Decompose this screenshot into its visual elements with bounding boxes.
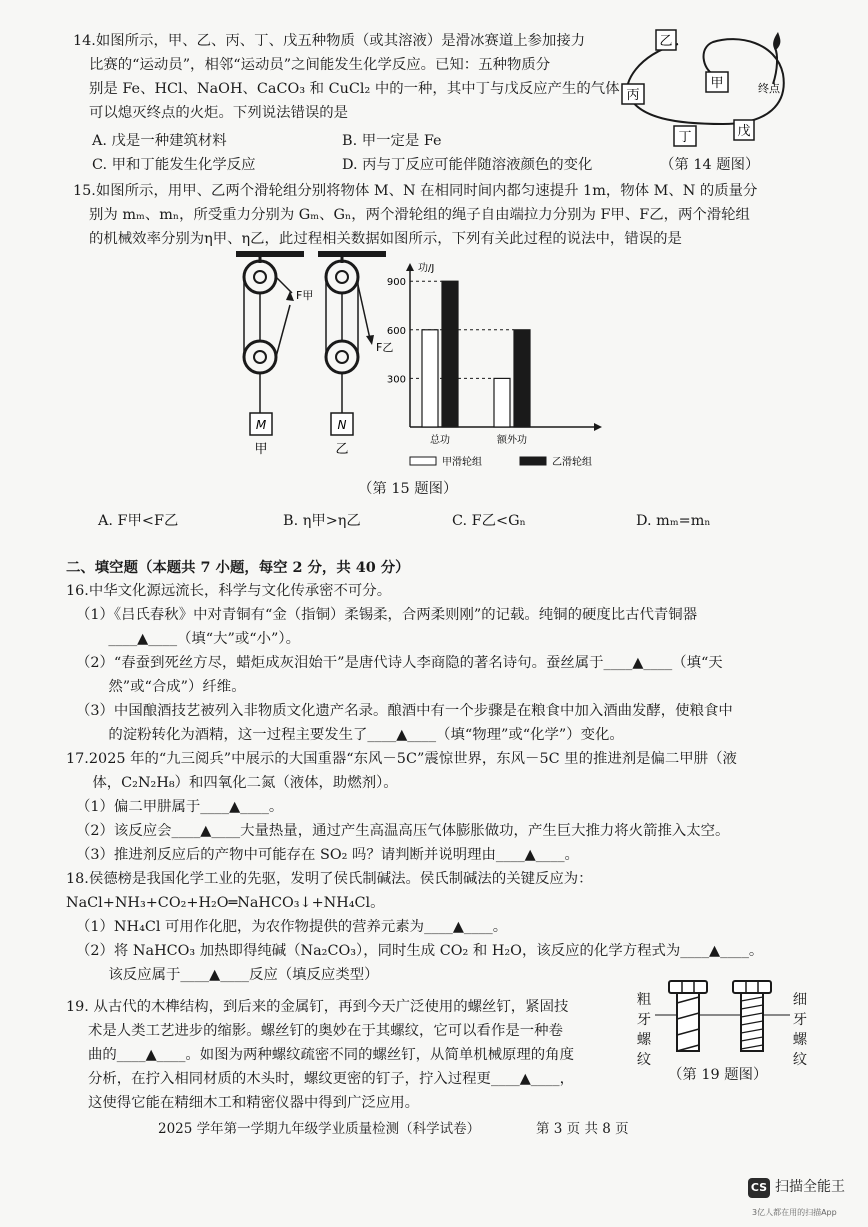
object-n-label: N bbox=[337, 418, 347, 432]
coarse-thread-label: 粗 牙 螺 纹 bbox=[636, 992, 652, 1068]
q15-pulley-figure bbox=[230, 245, 400, 460]
q14-label-wu: 戊 bbox=[737, 124, 751, 139]
q17-line: 体，C₂N₂H₈）和四氧化二氮（液体，助燃剂）。 bbox=[78, 775, 398, 791]
legend-label: 乙滑轮组 bbox=[552, 457, 592, 468]
y-tick-label: 900 bbox=[386, 277, 406, 289]
q17-line: （1）偏二甲肼属于____▲____。 bbox=[76, 799, 284, 815]
y-axis-arrow-icon bbox=[406, 263, 414, 271]
pulley-yi-label: 乙 bbox=[335, 442, 349, 457]
q18-line: 18.侯德榜是我国化学工业的先驱，发明了侯氏制碱法。侯氏制碱法的关键反应为： bbox=[66, 871, 593, 887]
legend-swatch bbox=[520, 457, 546, 465]
logo-subtitle: 3亿人都在用的扫描App bbox=[752, 1208, 837, 1217]
q14-option-b: B. 甲一定是 Fe bbox=[342, 133, 442, 149]
scanner-logo bbox=[748, 1176, 845, 1199]
bar bbox=[514, 330, 530, 427]
q18-line: （1）NH₄Cl 可用作化肥，为农作物提供的营养元素为____▲____。 bbox=[76, 919, 508, 935]
q16-line: 16.中华文化源远流长，科学与文化传承密不可分。 bbox=[66, 583, 392, 599]
q19-line: 19. 从古代的木榫结构，到后来的金属钉，再到今天广泛使用的螺丝钉，紧固技 bbox=[66, 999, 569, 1015]
q19-line: 术是人类工艺进步的缩影。螺丝钉的奥妙在于其螺纹，它可以看作是一种卷 bbox=[88, 1023, 563, 1039]
bar bbox=[422, 330, 438, 427]
cs-logo-icon: CS bbox=[748, 1178, 770, 1198]
q14-line: 14.如图所示，甲、乙、丙、丁、戊五种物质（或其溶液）是滑冰赛道上参加接力 bbox=[73, 33, 586, 49]
q15-option-d: D. mₘ=mₙ bbox=[636, 513, 711, 529]
q19-line: 曲的____▲____。如图为两种螺纹疏密不同的螺丝钉，从简单机械原理的角度 bbox=[88, 1047, 574, 1063]
y-axis-label: 功/J bbox=[418, 263, 435, 274]
q14-option-d: D. 丙与丁反应可能伴随溶液颜色的变化 bbox=[342, 157, 593, 173]
q19-line: 这使得它能在精细木工和精密仪器中得到广泛应用。 bbox=[88, 1095, 419, 1111]
q15-caption: （第 15 题图） bbox=[358, 481, 458, 497]
q16-line: 的淀粉转化为酒精，这一过程主要发生了____▲____（填“物理”或“化学”）变化。 bbox=[94, 727, 624, 743]
bar bbox=[442, 281, 458, 427]
q16-line: （2）“春蚕到死丝方尽，蜡炬成灰泪始干”是唐代诗人李商隐的著名诗句。蚕丝属于____▲____（填“天 bbox=[76, 655, 723, 671]
torch-flame-icon bbox=[773, 32, 780, 50]
y-tick-label: 300 bbox=[386, 374, 406, 386]
x-axis-arrow-icon bbox=[594, 423, 602, 431]
q14-label-yi: 乙 bbox=[659, 34, 673, 49]
q19-line: 分析，在拧入相同材质的木头时，螺纹更密的钉子，拧入过程更____▲____， bbox=[88, 1071, 574, 1087]
q18-line: （2）将 NaHCO₃ 加热即得纯碱（Na₂CO₃），同时生成 CO₂ 和 H₂O，该反应的化学方程式为____▲____。 bbox=[76, 943, 764, 959]
x-tick-label: 额外功 bbox=[497, 435, 527, 446]
q15-option-b: B. η甲>η乙 bbox=[283, 513, 361, 529]
x-tick-label: 总功 bbox=[430, 435, 450, 446]
q17-line: （2）该反应会____▲____大量热量，通过产生高温高压气体膨胀做功，产生巨大推力将火箭推入太空。 bbox=[76, 823, 730, 839]
f-yi-label: F乙 bbox=[376, 341, 394, 354]
q15-line: 15.如图所示，用甲、乙两个滑轮组分别将物体 M、N 在相同时间内都匀速提升 1m，物体 M、N 的质量分 bbox=[73, 183, 758, 199]
legend-swatch bbox=[410, 457, 436, 465]
q17-line: 17.2025 年的“九三阅兵”中展示的大国重器“东风－5C”震惊世界，东风－5C 里的推进剂是偏二甲肼（液 bbox=[66, 751, 737, 767]
q15-option-a: A. F甲<F乙 bbox=[98, 513, 179, 529]
q14-line: 别是 Fe、HCl、NaOH、CaCO₃ 和 CuCl₂ 中的一种，其中丁与戊反应产生的气体 bbox=[89, 81, 620, 97]
q18-line: 该反应属于____▲____反应（填反应类型） bbox=[94, 967, 379, 983]
q14-line: 可以熄灭终点的火炬。下列说法错误的是 bbox=[89, 105, 349, 121]
q14-label-ding: 丁 bbox=[678, 130, 692, 145]
pulley-jia-label: 甲 bbox=[254, 442, 268, 457]
q14-label-bing: 丙 bbox=[626, 88, 640, 103]
coarse-screw-icon bbox=[669, 981, 707, 1051]
footer-page-number: 第 3 页 共 8 页 bbox=[536, 1121, 629, 1137]
q14-end-label: 终点 bbox=[758, 82, 780, 95]
q15-work-chart bbox=[380, 255, 630, 475]
q15-line: 别为 mₘ、mₙ，所受重力分别为 Gₘ、Gₙ，两个滑轮组的绳子自由端拉力分别为 F甲、F乙，两个滑轮组 bbox=[89, 207, 750, 223]
q14-caption: （第 14 题图） bbox=[660, 157, 760, 173]
logo-name: 扫描全能王 bbox=[775, 1179, 845, 1195]
q15-line: 的机械效率分别为η甲、η乙，此过程相关数据如图所示，下列有关此过程的说法中，错误的是 bbox=[89, 231, 682, 247]
q17-line: （3）推进剂反应后的产物中可能存在 SO₂ 吗？请判断并说明理由____▲____。 bbox=[76, 847, 579, 863]
fine-screw-icon bbox=[733, 981, 771, 1051]
q16-line: 然”或“合成”）纤维。 bbox=[94, 679, 246, 695]
q14-option-c: C. 甲和丁能发生化学反应 bbox=[92, 157, 256, 173]
q14-track-figure bbox=[618, 24, 798, 154]
q19-caption: （第 19 题图） bbox=[668, 1067, 768, 1083]
q15-option-c: C. F乙<Gₙ bbox=[452, 513, 526, 529]
q18-line: NaCl+NH₃+CO₂+H₂O═NaHCO₃↓+NH₄Cl。 bbox=[66, 895, 385, 911]
q16-line: （3）中国酿酒技艺被列入非物质文化遗产名录。酿酒中有一个步骤是在粮食中加入酒曲发酵，使粮食中 bbox=[76, 703, 733, 719]
y-tick-label: 600 bbox=[386, 325, 406, 337]
object-m-label: M bbox=[255, 418, 267, 432]
q14-option-a: A. 戊是一种建筑材料 bbox=[92, 133, 227, 149]
footer-exam-title: 2025 学年第一学期九年级学业质量检测（科学试卷） bbox=[158, 1121, 481, 1137]
legend-label: 甲滑轮组 bbox=[442, 457, 482, 468]
section-heading: 二、填空题（本题共 7 小题，每空 2 分，共 40 分） bbox=[66, 559, 410, 576]
q14-label-jia: 甲 bbox=[710, 76, 724, 91]
bar bbox=[494, 378, 510, 427]
screws-figure bbox=[655, 975, 790, 1060]
q16-line: （1）《吕氏春秋》中对青铜有“金（指铜）柔锡柔，合两柔则刚”的记载。纯铜的硬度比古代青铜器 bbox=[76, 607, 698, 623]
q16-line: ____▲____（填“大”或“小”）。 bbox=[94, 631, 300, 647]
f-jia-label: F甲 bbox=[296, 289, 314, 302]
fine-thread-label: 细 牙 螺 纹 bbox=[792, 992, 808, 1068]
q14-line: 比赛的“运动员”，相邻“运动员”之间能发生化学反应。已知：五种物质分 bbox=[89, 57, 551, 73]
